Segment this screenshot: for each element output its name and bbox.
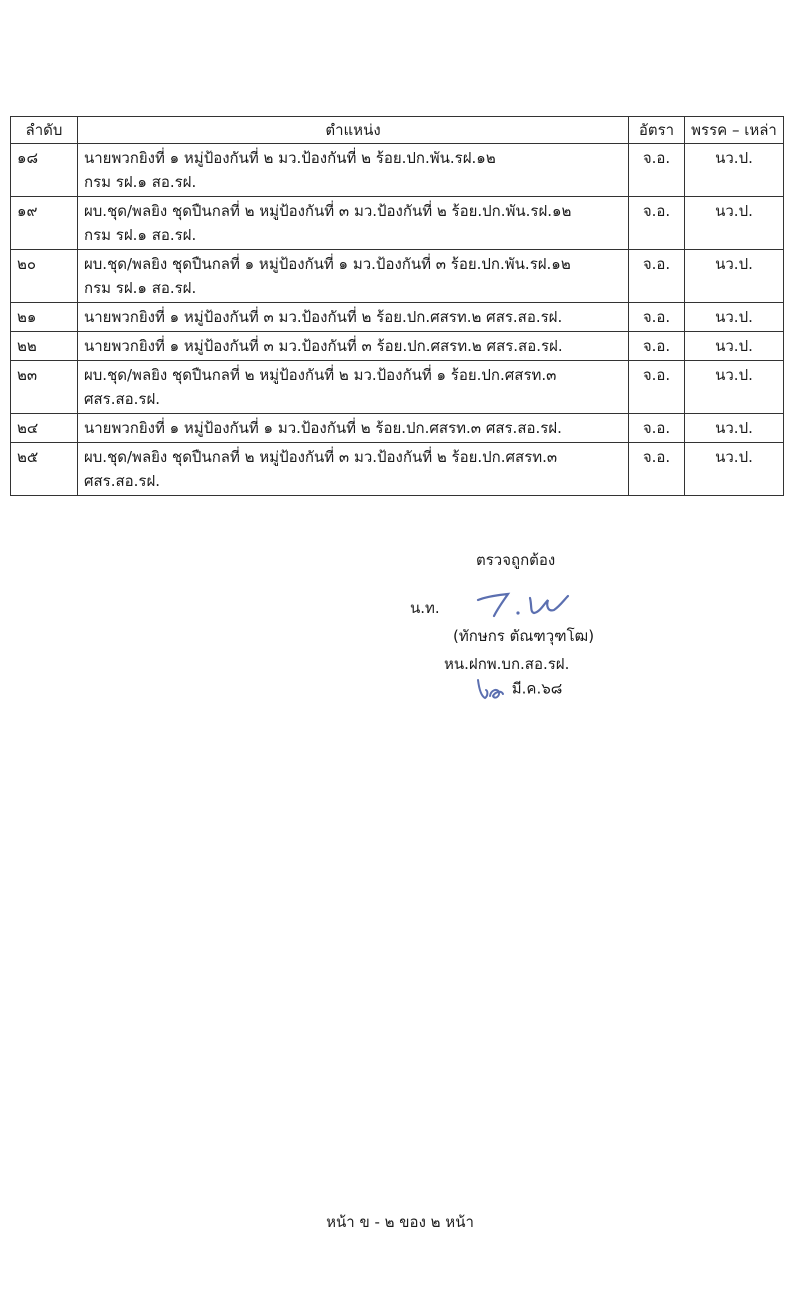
table-row — [11, 414, 784, 443]
row-corps: นว.ป. — [685, 414, 784, 443]
row-position — [78, 443, 629, 496]
row-position — [78, 303, 629, 332]
row-position — [78, 250, 629, 303]
header-no: ลำดับ — [11, 117, 78, 144]
table-row — [11, 443, 784, 496]
verified-label: ตรวจถูกต้อง — [476, 551, 556, 569]
row-position — [78, 361, 629, 414]
table-header-row — [11, 117, 784, 144]
row-number: ๒๕ — [11, 443, 78, 496]
header-rate: อัตรา — [629, 117, 685, 144]
page-footer: หน้า ข - ๒ ของ ๒ หน้า — [326, 1213, 474, 1231]
position-line-1: นายพวกยิงที่ ๑ หมู่ป้องกันที่ ๓ มว.ป้องกันที่ ๓ ร้อย.ปก.ศสรท.๒ ศสร.สอ.รฝ. — [84, 337, 563, 355]
position-line-1: นายพวกยิงที่ ๑ หมู่ป้องกันที่ ๒ มว.ป้องกันที่ ๒ ร้อย.ปก.พัน.รฝ.๑๒ — [84, 149, 496, 167]
row-rate: จ.อ. — [629, 414, 685, 443]
header-corps: พรรค – เหล่า — [685, 117, 784, 144]
row-position — [78, 144, 629, 197]
row-rate: จ.อ. — [629, 443, 685, 496]
row-number: ๒๑ — [11, 303, 78, 332]
row-corps: นว.ป. — [685, 332, 784, 361]
row-corps: นว.ป. — [685, 250, 784, 303]
position-table — [10, 116, 784, 496]
row-rate: จ.อ. — [629, 303, 685, 332]
position-line-2: ศสร.สอ.รฝ. — [84, 390, 161, 408]
position-line-2: ศสร.สอ.รฝ. — [84, 472, 161, 490]
row-rate: จ.อ. — [629, 332, 685, 361]
position-line-1: ผบ.ชุด/พลยิง ชุดปืนกลที่ ๒ หมู่ป้องกันที่ ๓ มว.ป้องกันที่ ๒ ร้อย.ปก.พัน.รฝ.๑๒ — [84, 202, 572, 220]
row-corps: นว.ป. — [685, 303, 784, 332]
row-corps: นว.ป. — [685, 443, 784, 496]
position-line-1: ผบ.ชุด/พลยิง ชุดปืนกลที่ ๒ หมู่ป้องกันที่ ๓ มว.ป้องกันที่ ๒ ร้อย.ปก.ศสรท.๓ — [84, 448, 558, 466]
row-number: ๑๙ — [11, 197, 78, 250]
table-row — [11, 197, 784, 250]
row-corps: นว.ป. — [685, 144, 784, 197]
table-row — [11, 303, 784, 332]
row-position — [78, 332, 629, 361]
row-rate: จ.อ. — [629, 250, 685, 303]
row-position — [78, 197, 629, 250]
table-row — [11, 361, 784, 414]
row-number: ๑๘ — [11, 144, 78, 197]
row-rate: จ.อ. — [629, 144, 685, 197]
table-row — [11, 250, 784, 303]
date-month-year: มี.ค.๖๘ — [511, 679, 563, 698]
position-line-1: ผบ.ชุด/พลยิง ชุดปืนกลที่ ๒ หมู่ป้องกันที่ ๒ มว.ป้องกันที่ ๑ ร้อย.ปก.ศสรท.๓ — [84, 366, 557, 384]
handwritten-day — [475, 676, 507, 702]
row-number: ๒๒ — [11, 332, 78, 361]
position-line-1: นายพวกยิงที่ ๑ หมู่ป้องกันที่ ๑ มว.ป้องกันที่ ๒ ร้อย.ปก.ศสรท.๓ ศสร.สอ.รฝ. — [84, 419, 562, 437]
row-number: ๒๔ — [11, 414, 78, 443]
position-line-2: กรม รฝ.๑ สอ.รฝ. — [84, 173, 197, 191]
table-row — [11, 144, 784, 197]
handwritten-signature — [470, 586, 580, 620]
signer-rank: น.ท. — [410, 599, 440, 617]
position-line-1: นายพวกยิงที่ ๑ หมู่ป้องกันที่ ๓ มว.ป้องกันที่ ๒ ร้อย.ปก.ศสรท.๒ ศสร.สอ.รฝ. — [84, 308, 563, 326]
row-position — [78, 414, 629, 443]
position-line-1: ผบ.ชุด/พลยิง ชุดปืนกลที่ ๑ หมู่ป้องกันที่ ๑ มว.ป้องกันที่ ๓ ร้อย.ปก.พัน.รฝ.๑๒ — [84, 255, 571, 273]
row-rate: จ.อ. — [629, 197, 685, 250]
row-number: ๒๐ — [11, 250, 78, 303]
signature-date — [475, 676, 562, 702]
row-corps: นว.ป. — [685, 361, 784, 414]
signer-name: (ทักษกร ตัณฑวุฑโฒ) — [453, 627, 595, 645]
signer-title: หน.ฝกพ.บก.สอ.รฝ. — [444, 655, 570, 673]
row-number: ๒๓ — [11, 361, 78, 414]
header-position: ตำแหน่ง — [78, 117, 629, 144]
row-corps: นว.ป. — [685, 197, 784, 250]
position-line-2: กรม รฝ.๑ สอ.รฝ. — [84, 226, 197, 244]
position-line-2: กรม รฝ.๑ สอ.รฝ. — [84, 279, 197, 297]
table-row — [11, 332, 784, 361]
row-rate: จ.อ. — [629, 361, 685, 414]
